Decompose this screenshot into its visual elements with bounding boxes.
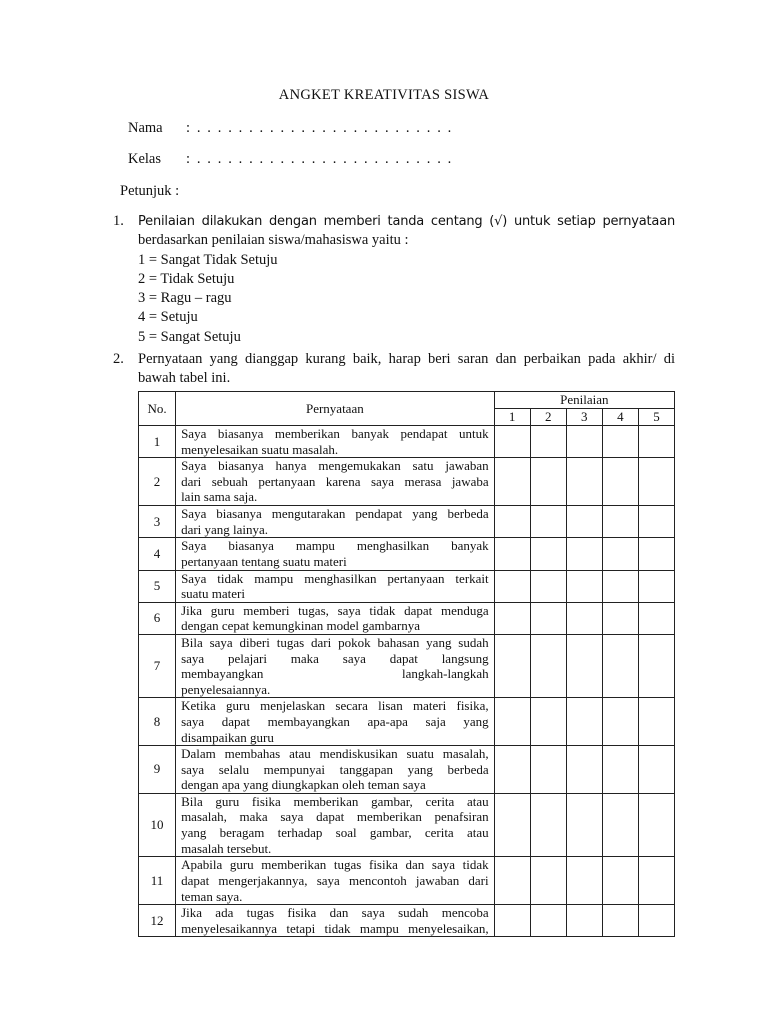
rating-cell-2[interactable] [530, 746, 566, 794]
rating-cell-5[interactable] [638, 538, 674, 570]
rating-cell-2[interactable] [530, 458, 566, 506]
rating-cell-3[interactable] [566, 905, 602, 937]
statement-line: suatu materi [181, 586, 245, 602]
row-number: 12 [139, 905, 176, 937]
rating-cell-1[interactable] [494, 570, 530, 602]
header-no: No. [139, 392, 176, 426]
statement-line: penyelesaiannya. [181, 681, 271, 697]
statement-line: dengan cepat kemungkinan model gambarnya [181, 618, 421, 634]
table-row [139, 458, 675, 506]
statement-line: Saya tidak mampu menghasilkan pertanyaan terkait [181, 570, 489, 586]
table-row [139, 538, 675, 570]
scale-item: 2 = Tidak Setuju [138, 270, 235, 287]
rating-cell-1[interactable] [494, 458, 530, 506]
header-score-3: 3 [566, 409, 602, 426]
rating-cell-2[interactable] [530, 426, 566, 458]
rating-cell-1[interactable] [494, 905, 530, 937]
statement-line: membayangkan langkah-langkah [181, 666, 489, 682]
scale-item: 3 = Ragu – ragu [138, 290, 232, 307]
header-score-1: 1 [494, 409, 530, 426]
rating-cell-3[interactable] [566, 698, 602, 746]
rating-cell-4[interactable] [602, 793, 638, 856]
header-statement: Pernyataan [176, 392, 495, 426]
instruction-2-number: 2. [113, 351, 124, 367]
row-number: 2 [139, 458, 176, 506]
statement-line: menyelesaikannya tetapi tidak mampu menyelesaikan, [181, 920, 489, 936]
rating-cell-3[interactable] [566, 538, 602, 570]
table-row [139, 506, 675, 538]
rating-cell-5[interactable] [638, 570, 674, 602]
statement-line: Dalam membahas atau mendiskusikan suatu masalah, [181, 746, 489, 762]
kelas-blank[interactable]: : . . . . . . . . . . . . . . . . . . . . . . . . . [186, 151, 453, 167]
row-statement [176, 602, 495, 634]
rating-cell-2[interactable] [530, 634, 566, 697]
statement-line: dengan apa yang diungkapkan oleh teman saya [181, 777, 426, 793]
row-number: 3 [139, 506, 176, 538]
row-number: 10 [139, 793, 176, 856]
kelas-field[interactable] [128, 151, 453, 168]
statement-line: yang beragam terhadap soal gambar, cerita atau [181, 825, 489, 841]
table-row [139, 602, 675, 634]
questionnaire-body [139, 426, 675, 937]
row-number: 6 [139, 602, 176, 634]
header-score-5: 5 [638, 409, 674, 426]
header-rating: Penilaian [494, 392, 674, 409]
rating-cell-5[interactable] [638, 698, 674, 746]
rating-cell-4[interactable] [602, 634, 638, 697]
statement-line: menyelesaikan suatu masalah. [181, 441, 339, 457]
rating-cell-4[interactable] [602, 698, 638, 746]
row-number: 11 [139, 857, 176, 905]
rating-cell-1[interactable] [494, 506, 530, 538]
rating-cell-4[interactable] [602, 857, 638, 905]
rating-cell-1[interactable] [494, 634, 530, 697]
rating-cell-3[interactable] [566, 746, 602, 794]
rating-cell-1[interactable] [494, 746, 530, 794]
rating-cell-4[interactable] [602, 570, 638, 602]
rating-cell-2[interactable] [530, 698, 566, 746]
rating-cell-3[interactable] [566, 426, 602, 458]
statement-line: saya selalu mempunyai tanggapan yang berbeda [181, 761, 489, 777]
rating-cell-3[interactable] [566, 602, 602, 634]
nama-blank[interactable]: : . . . . . . . . . . . . . . . . . . . . . . . . . [186, 120, 453, 136]
table-row [139, 746, 675, 794]
rating-cell-5[interactable] [638, 793, 674, 856]
statement-line: saya pelajari maka saya dapat langsung [181, 650, 489, 666]
table-row [139, 793, 675, 856]
row-statement [176, 857, 495, 905]
statement-line: Saya biasanya mampu menghasilkan banyak [181, 538, 489, 554]
table-row [139, 634, 675, 697]
rating-cell-1[interactable] [494, 857, 530, 905]
rating-cell-2[interactable] [530, 905, 566, 937]
table-row [139, 905, 675, 937]
table-row [139, 426, 675, 458]
table-row [139, 570, 675, 602]
rating-cell-5[interactable] [638, 634, 674, 697]
instruction-2 [113, 350, 675, 389]
header-score-2: 2 [530, 409, 566, 426]
rating-cell-5[interactable] [638, 458, 674, 506]
rating-cell-1[interactable] [494, 793, 530, 856]
statement-line: Bila guru fisika memberikan gambar, cerita atau [181, 793, 489, 809]
rating-cell-5[interactable] [638, 602, 674, 634]
statement-line: Saya biasanya hanya mengemukakan satu jawaban [181, 458, 489, 474]
instruction-2-line-1: Pernyataan yang dianggap kurang baik, harap beri saran dan perbaikan pada akhir/ di [138, 351, 675, 367]
row-number: 1 [139, 426, 176, 458]
rating-cell-4[interactable] [602, 602, 638, 634]
statement-line: pertanyaan tentang suatu materi [181, 553, 347, 569]
document-title: ANGKET KREATIVITAS SISWA [278, 87, 490, 103]
scale-item: 5 = Sangat Setuju [138, 328, 241, 345]
statement-line: saya dapat membayangkan apa-apa saja yang [181, 713, 489, 729]
row-statement [176, 698, 495, 746]
instruction-1 [113, 212, 675, 347]
rating-cell-3[interactable] [566, 458, 602, 506]
rating-cell-4[interactable] [602, 506, 638, 538]
rating-cell-1[interactable] [494, 698, 530, 746]
rating-cell-1[interactable] [494, 602, 530, 634]
row-statement [176, 538, 495, 570]
nama-label: Nama [128, 120, 163, 136]
statement-line: lain sama saja. [181, 489, 258, 505]
rating-cell-3[interactable] [566, 570, 602, 602]
statement-line: masalah tersebut. [181, 840, 272, 856]
nama-field[interactable] [128, 120, 453, 137]
rating-cell-4[interactable] [602, 905, 638, 937]
rating-cell-4[interactable] [602, 426, 638, 458]
instruction-1-line-1: Penilaian dilakukan dengan memberi tanda centang (√) untuk setiap pernyataan [138, 214, 675, 229]
statement-line: Saya biasanya memberikan banyak pendapat untuk [181, 426, 489, 441]
row-statement [176, 506, 495, 538]
rating-cell-5[interactable] [638, 857, 674, 905]
rating-cell-4[interactable] [602, 458, 638, 506]
instruction-1-line-2: berdasarkan penilaian siswa/mahasiswa yaitu : [138, 232, 409, 249]
statement-line: Apabila guru memberikan tugas fisika dan saya tidak [181, 857, 489, 873]
rating-cell-2[interactable] [530, 538, 566, 570]
row-number: 4 [139, 538, 176, 570]
statement-line: Jika guru memberi tugas, saya tidak dapat menduga [181, 602, 489, 618]
row-statement [176, 905, 495, 937]
statement-line: teman saya. [181, 888, 243, 904]
statement-line: Jika ada tugas fisika dan saya sudah mencoba [181, 905, 489, 921]
petunjuk-heading: Petunjuk : [120, 183, 180, 199]
scale-item: 4 = Setuju [138, 309, 198, 326]
row-number: 9 [139, 746, 176, 794]
row-number: 8 [139, 698, 176, 746]
instruction-2-line-2: bawah tabel ini. [138, 370, 231, 387]
rating-cell-5[interactable] [638, 905, 674, 937]
row-number: 5 [139, 570, 176, 602]
rating-cell-2[interactable] [530, 602, 566, 634]
rating-cell-5[interactable] [638, 506, 674, 538]
row-statement [176, 793, 495, 856]
rating-cell-2[interactable] [530, 506, 566, 538]
statement-line: disampaikan guru [181, 729, 274, 745]
rating-cell-2[interactable] [530, 570, 566, 602]
header-score-4: 4 [602, 409, 638, 426]
rating-cell-1[interactable] [494, 426, 530, 458]
instruction-1-number: 1. [113, 213, 124, 229]
row-statement [176, 426, 495, 458]
rating-cell-1[interactable] [494, 538, 530, 570]
statement-line: Bila saya diberi tugas dari pokok bahasan yang sudah [181, 634, 489, 650]
row-statement [176, 634, 495, 697]
statement-line: Ketika guru menjelaskan secara lisan materi fisika, [181, 698, 489, 714]
statement-line: dari sebuah pertanyaan karena saya merasa jawaba [181, 473, 489, 489]
rating-cell-5[interactable] [638, 426, 674, 458]
row-statement [176, 458, 495, 506]
questionnaire-table [138, 391, 675, 937]
scale-item: 1 = Sangat Tidak Setuju [138, 251, 278, 268]
statement-line: dari yang lainya. [181, 521, 269, 537]
table-row [139, 698, 675, 746]
statement-line: Saya biasanya mengutarakan pendapat yang berbeda [181, 506, 489, 522]
rating-cell-2[interactable] [530, 857, 566, 905]
row-statement [176, 746, 495, 794]
table-row [139, 857, 675, 905]
rating-cell-4[interactable] [602, 746, 638, 794]
rating-cell-3[interactable] [566, 634, 602, 697]
rating-cell-2[interactable] [530, 793, 566, 856]
statement-line: masalah, maka saya dapat memberikan penafsiran [181, 809, 489, 825]
row-number: 7 [139, 634, 176, 697]
statement-line: dapat mengerjakannya, saya mencontoh jawaban dari [181, 872, 489, 888]
row-statement [176, 570, 495, 602]
rating-cell-3[interactable] [566, 506, 602, 538]
rating-cell-4[interactable] [602, 538, 638, 570]
rating-cell-5[interactable] [638, 746, 674, 794]
rating-cell-3[interactable] [566, 857, 602, 905]
rating-cell-3[interactable] [566, 793, 602, 856]
kelas-label: Kelas [128, 151, 162, 167]
